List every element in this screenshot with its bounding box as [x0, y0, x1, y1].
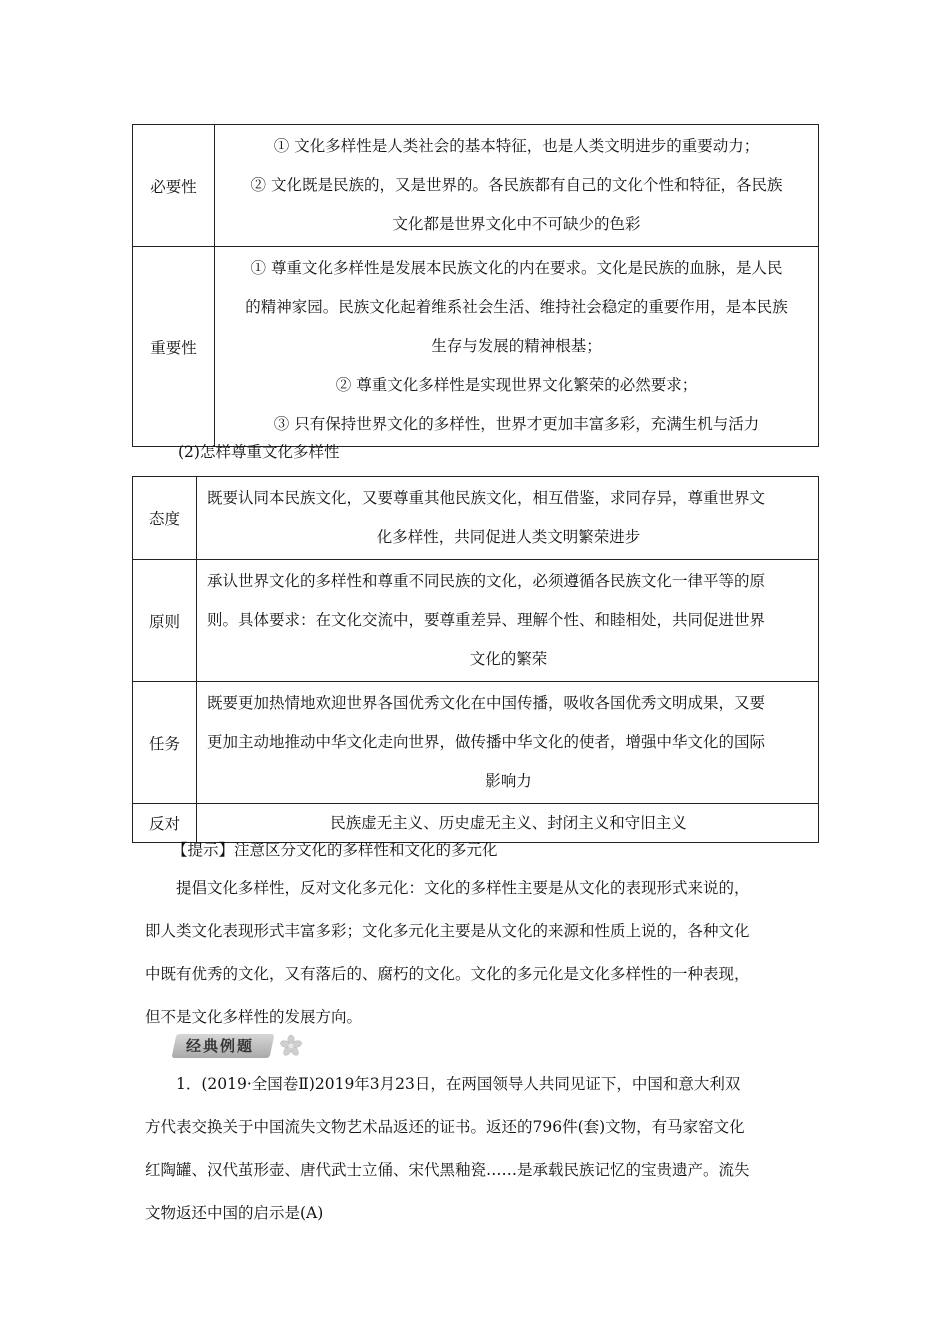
tip-paragraph — [145, 867, 815, 1039]
text-line: ① 文化多样性是人类社会的基本特征，也是人类文明进步的重要动力； — [273, 137, 760, 155]
text-line: 既要更加热情地欢迎世界各国优秀文化在中国传播，吸收各国优秀文明成果，又要 — [207, 694, 766, 712]
row-header: 必要性 — [133, 125, 215, 247]
section-badge: 经典例题 — [186, 1037, 255, 1055]
row-content — [197, 804, 819, 843]
row-content — [215, 247, 819, 447]
text-line: 的精神家园。民族文化起着维系社会生活、维持社会稳定的重要作用，是本民族 — [245, 298, 788, 316]
text-line: 即人类文化表现形式丰富多彩；文化多元化主要是从文化的来源和性质上说的，各种文化 — [145, 922, 750, 940]
text-line: ③ 只有保持世界文化的多样性，世界才更加丰富多彩，充满生机与活力 — [273, 415, 760, 433]
necessity-importance-table — [132, 124, 819, 447]
row-content — [197, 560, 819, 682]
row-header: 反对 — [133, 804, 197, 843]
question-paragraph — [145, 1063, 815, 1235]
table-row — [133, 247, 819, 447]
row-content — [197, 682, 819, 804]
text-line: 1．(2019·全国卷Ⅱ)2019年3月23日，在两国领导人共同见证下，中国和意大利双 — [145, 1075, 741, 1093]
text-line: 影响力 — [485, 772, 532, 790]
row-header: 重要性 — [133, 247, 215, 447]
text-line: ② 尊重文化多样性是实现世界文化繁荣的必然要求； — [335, 376, 698, 394]
row-header: 态度 — [133, 477, 197, 560]
row-header: 任务 — [133, 682, 197, 804]
text-line: 民族虚无主义、历史虚无主义、封闭主义和守旧主义 — [330, 814, 687, 832]
tip-title: 【提示】注意区分文化的多样性和文化的多元化 — [172, 841, 498, 859]
text-line: 生存与发展的精神根基； — [431, 337, 602, 355]
how-to-respect-table — [132, 476, 819, 843]
table-row — [133, 804, 819, 843]
table-row — [133, 125, 819, 247]
text-line: 则。具体要求：在文化交流中，要尊重差异、理解个性、和睦相处，共同促进世界 — [207, 611, 766, 629]
flower-icon — [279, 1034, 303, 1058]
text-line: 化多样性，共同促进人类文明繁荣进步 — [376, 528, 641, 546]
text-line: 红陶罐、汉代茧形壶、唐代武士立俑、宋代黑釉瓷……是承载民族记忆的宝贵遗产。流失 — [145, 1161, 750, 1179]
row-content — [215, 125, 819, 247]
row-content — [197, 477, 819, 560]
text-line: 更加主动地推动中华文化走向世界，做传播中华文化的使者，增强中华文化的国际 — [207, 733, 766, 751]
row-header: 原则 — [133, 560, 197, 682]
text-line: 文化的繁荣 — [469, 650, 548, 668]
text-line: 文物返还中国的启示是(A) — [145, 1204, 324, 1222]
table-row — [133, 560, 819, 682]
text-line: 承认世界文化的多样性和尊重不同民族的文化，必须遵循各民族文化一律平等的原 — [207, 572, 766, 590]
text-line: 方代表交换关于中国流失文物艺术品返还的证书。返还的796件(套)文物，有马家窑文化 — [145, 1118, 745, 1136]
text-line: 文化都是世界文化中不可缺少的色彩 — [392, 215, 641, 233]
subheading: (2)怎样尊重文化多样性 — [178, 443, 340, 461]
text-line: ① 尊重文化多样性是发展本民族文化的内在要求。文化是民族的血脉，是人民 — [250, 259, 783, 277]
text-line: 但不是文化多样性的发展方向。 — [145, 1008, 363, 1026]
text-line: 既要认同本民族文化，又要尊重其他民族文化，相互借鉴，求同存异，尊重世界文 — [207, 489, 766, 507]
table-row — [133, 682, 819, 804]
text-line: ② 文化既是民族的，又是世界的。各民族都有自己的文化个性和特征，各民族 — [250, 176, 783, 194]
text-line: 中既有优秀的文化，又有落后的、腐朽的文化。文化的多元化是文化多样性的一种表现， — [145, 965, 750, 983]
text-line: 提倡文化多样性，反对文化多元化：文化的多样性主要是从文化的表现形式来说的， — [145, 879, 750, 897]
table-row — [133, 477, 819, 560]
